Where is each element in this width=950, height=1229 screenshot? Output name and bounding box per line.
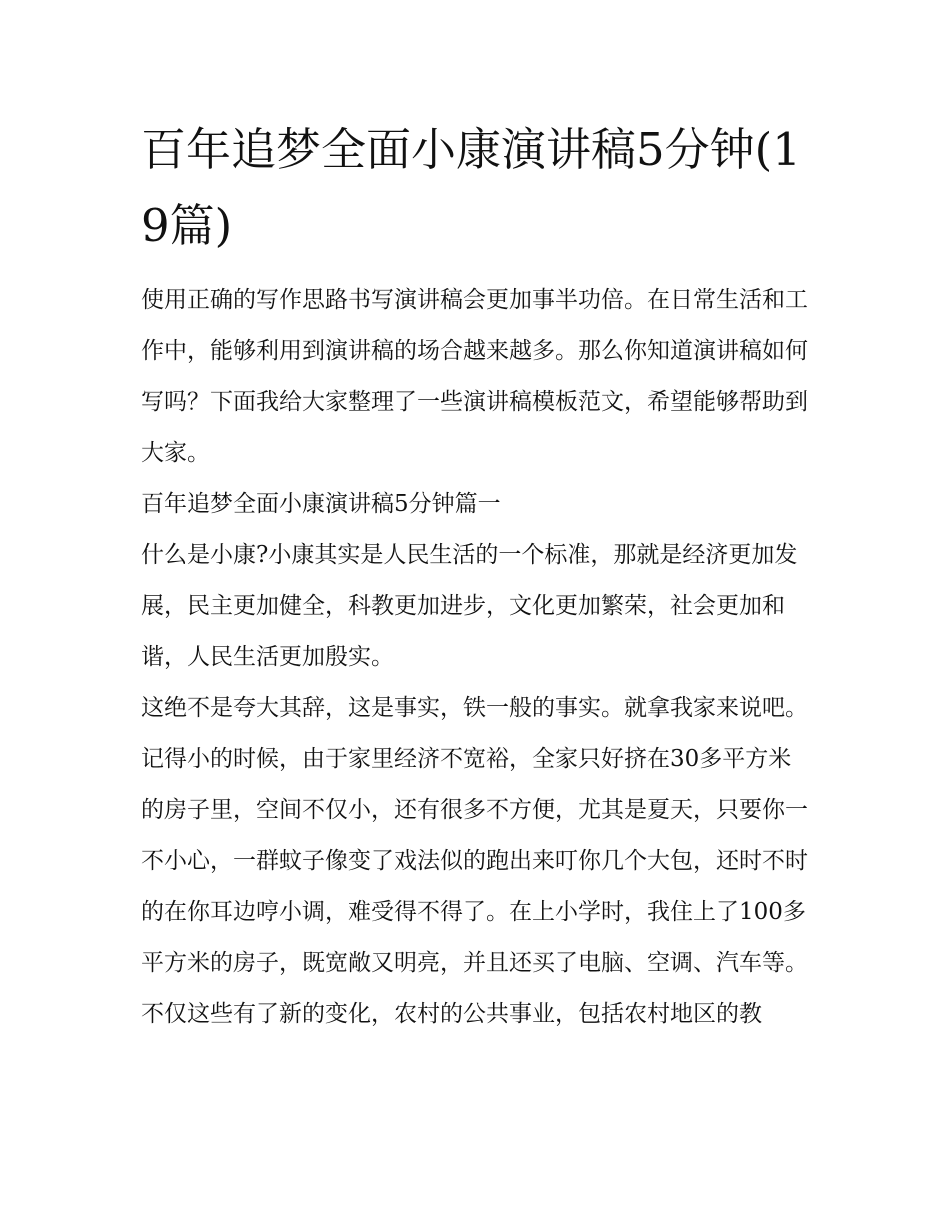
section-heading: 百年追梦全面小康演讲稿5分钟篇一 [141, 491, 501, 517]
body-paragraph: 什么是小康?小康其实是人民生活的一个标准，那就是经济更加发展，民主更加健全，科教更加进步，文化更加繁荣，社会更加和谐，人民生活更加殷实。 [141, 542, 798, 670]
intro-paragraph: 使用正确的写作思路书写演讲稿会更加事半功倍。在日常生活和工作中，能够利用到演讲稿的场合越来越多。那么你知道演讲稿如何写吗？下面我给大家整理了一些演讲稿模板范文，希望能够帮助到大家。 [141, 287, 808, 466]
document-title: 百年追梦全面小康演讲稿5分钟(19篇) [141, 123, 801, 252]
body-paragraph: 不仅这些有了新的变化，农村的公共事业，包括农村地区的教 [141, 1001, 762, 1027]
document-body [141, 275, 813, 1040]
body-paragraph: 这绝不是夸大其辞，这是事实，铁一般的事实。就拿我家来说吧。记得小的时候，由于家里经济不宽裕，全家只好挤在30多平方米的房子里，空间不仅小，还有很多不方便，尤其是夏天，只要你一不小心，一群蚊子像变了戏法似的跑出来叮你几个大包，还时不时的在你耳边哼小调，难受得不得了。在上小学时，我住上了100多平方米的房子，既宽敞又明亮，并且还买了电脑、空调、汽车等。 [141, 695, 808, 976]
